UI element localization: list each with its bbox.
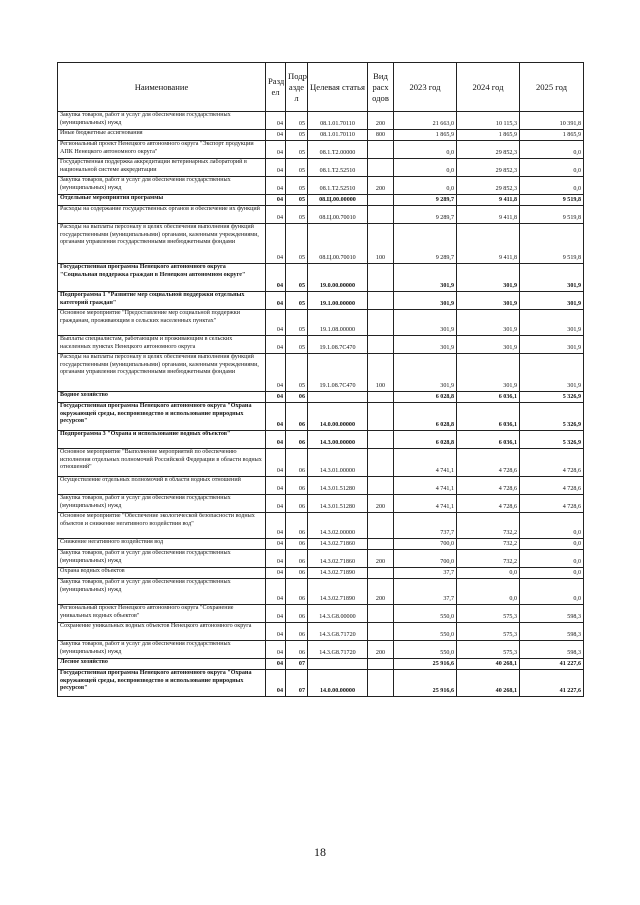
row-target-article: 19.0.00.00000 xyxy=(308,264,368,292)
row-amount-2023: 25 916,6 xyxy=(394,670,457,697)
row-section: 04 xyxy=(266,623,286,641)
row-amount-2023: 21 663,0 xyxy=(394,112,457,130)
row-amount-2025: 9 519,8 xyxy=(520,195,584,206)
row-amount-2024: 732,2 xyxy=(457,513,520,539)
row-name: Сохранение уникальных водных объектов Ненецкого автономного округа xyxy=(58,623,266,641)
row-amount-2025: 4 728,6 xyxy=(520,477,584,495)
row-target-article: 14.3.01.51280 xyxy=(308,495,368,513)
row-amount-2024: 6 036,1 xyxy=(457,392,520,403)
row-amount-2025: 5 326,9 xyxy=(520,431,584,449)
row-amount-2024: 10 115,3 xyxy=(457,112,520,130)
table-row xyxy=(58,206,584,224)
header-name: Наименование xyxy=(58,63,266,112)
row-amount-2024: 301,9 xyxy=(457,336,520,354)
row-target-article: 14.3.01.51280 xyxy=(308,477,368,495)
row-amount-2025: 0,0 xyxy=(520,539,584,550)
row-amount-2023: 37,7 xyxy=(394,568,457,579)
row-amount-2023: 0,0 xyxy=(394,177,457,195)
row-amount-2025: 4 728,6 xyxy=(520,495,584,513)
row-amount-2023: 6 028,8 xyxy=(394,403,457,431)
table-row xyxy=(58,449,584,477)
row-target-article: 08.Ц.00.70010 xyxy=(308,206,368,224)
row-amount-2024: 9 411,8 xyxy=(457,195,520,206)
header-year-2024: 2024 год xyxy=(457,63,520,112)
row-amount-2025: 1 865,9 xyxy=(520,130,584,141)
row-amount-2023: 301,9 xyxy=(394,292,457,310)
row-amount-2024: 575,3 xyxy=(457,623,520,641)
row-expense-type xyxy=(368,403,394,431)
row-section: 04 xyxy=(266,539,286,550)
row-target-article: 08.Ц.00.70010 xyxy=(308,224,368,264)
table-row xyxy=(58,310,584,336)
row-section: 04 xyxy=(266,550,286,568)
row-amount-2023: 550,0 xyxy=(394,605,457,623)
table-row xyxy=(58,605,584,623)
row-amount-2025: 301,9 xyxy=(520,336,584,354)
row-amount-2024: 40 268,1 xyxy=(457,659,520,670)
row-amount-2023: 25 916,6 xyxy=(394,659,457,670)
row-section: 04 xyxy=(266,336,286,354)
row-amount-2024: 575,3 xyxy=(457,605,520,623)
row-expense-type: 200 xyxy=(368,495,394,513)
row-target-article: 14.3.02.00000 xyxy=(308,513,368,539)
row-subsection: 05 xyxy=(286,310,308,336)
row-name: Охрана водных объектов xyxy=(58,568,266,579)
row-target-article: 14.3.G8.71720 xyxy=(308,623,368,641)
row-amount-2024: 40 268,1 xyxy=(457,670,520,697)
row-amount-2025: 0,0 xyxy=(520,579,584,605)
budget-table xyxy=(57,62,584,697)
row-subsection: 06 xyxy=(286,568,308,579)
table-row xyxy=(58,623,584,641)
row-target-article: 08.1.T2.00000 xyxy=(308,141,368,159)
row-name: Основное мероприятие "Обеспечение экологической безопасности водных объектов и снижение негативного воздействия вод" xyxy=(58,513,266,539)
row-amount-2023: 6 028,8 xyxy=(394,392,457,403)
row-name: Снижение негативного воздействия вод xyxy=(58,539,266,550)
row-amount-2023: 0,0 xyxy=(394,141,457,159)
row-name: Закупка товаров, работ и услуг для обеспечения государственных (муниципальных) нужд xyxy=(58,112,266,130)
row-expense-type xyxy=(368,605,394,623)
row-amount-2024: 1 865,9 xyxy=(457,130,520,141)
row-expense-type xyxy=(368,264,394,292)
row-amount-2025: 598,3 xyxy=(520,623,584,641)
row-expense-type xyxy=(368,670,394,697)
row-amount-2025: 0,0 xyxy=(520,568,584,579)
row-amount-2024: 4 728,6 xyxy=(457,477,520,495)
row-amount-2025: 598,3 xyxy=(520,605,584,623)
row-subsection: 05 xyxy=(286,159,308,177)
row-section: 04 xyxy=(266,513,286,539)
row-section: 04 xyxy=(266,477,286,495)
row-subsection: 05 xyxy=(286,224,308,264)
row-target-article: 14.3.02.71890 xyxy=(308,579,368,605)
row-amount-2025: 5 326,9 xyxy=(520,403,584,431)
row-name: Закупка товаров, работ и услуг для обеспечения государственных (муниципальных) нужд xyxy=(58,550,266,568)
row-expense-type: 200 xyxy=(368,641,394,659)
row-subsection: 05 xyxy=(286,292,308,310)
row-section: 04 xyxy=(266,159,286,177)
row-expense-type: 200 xyxy=(368,177,394,195)
row-section: 04 xyxy=(266,292,286,310)
row-section: 04 xyxy=(266,310,286,336)
table-row xyxy=(58,513,584,539)
row-amount-2024: 4 728,6 xyxy=(457,449,520,477)
row-amount-2023: 700,0 xyxy=(394,539,457,550)
row-subsection: 06 xyxy=(286,623,308,641)
row-amount-2024: 301,9 xyxy=(457,354,520,392)
table-row xyxy=(58,177,584,195)
row-target-article: 14.3.02.71890 xyxy=(308,568,368,579)
row-target-article: 08.1.01.70110 xyxy=(308,112,368,130)
row-expense-type: 200 xyxy=(368,579,394,605)
row-subsection: 05 xyxy=(286,264,308,292)
row-subsection: 06 xyxy=(286,605,308,623)
row-amount-2024: 301,9 xyxy=(457,292,520,310)
table-row xyxy=(58,392,584,403)
row-name: Иные бюджетные ассигнования xyxy=(58,130,266,141)
row-name: Государственная программа Ненецкого автономного округа "Социальная поддержка граждан в Ненецком автономном округе" xyxy=(58,264,266,292)
page-number: 18 xyxy=(314,845,326,859)
row-expense-type xyxy=(368,195,394,206)
row-name: Расходы на выплаты персоналу в целях обеспечения выполнения функций государственными (муниципальными) органами, казенными учреждениями, органами управления государственными внебюджетными фондами xyxy=(58,354,266,392)
row-amount-2025: 0,0 xyxy=(520,513,584,539)
row-amount-2023: 301,9 xyxy=(394,310,457,336)
row-subsection: 07 xyxy=(286,670,308,697)
row-amount-2024: 6 036,1 xyxy=(457,431,520,449)
row-name: Основное мероприятие "Предоставление мер социальной поддержки гражданам, проживающим в сельских населенных пунктах" xyxy=(58,310,266,336)
table-row xyxy=(58,477,584,495)
row-expense-type: 800 xyxy=(368,130,394,141)
row-name: Закупка товаров, работ и услуг для обеспечения государственных (муниципальных) нужд xyxy=(58,641,266,659)
row-name: Государственная поддержка аккредитации ветеринарных лабораторий в национальной системе аккредитации xyxy=(58,159,266,177)
row-section: 04 xyxy=(266,354,286,392)
table-row xyxy=(58,431,584,449)
row-target-article: 08.1.T2.52510 xyxy=(308,159,368,177)
row-amount-2023: 6 028,8 xyxy=(394,431,457,449)
row-amount-2024: 9 411,8 xyxy=(457,224,520,264)
row-expense-type xyxy=(368,206,394,224)
table-row xyxy=(58,659,584,670)
row-amount-2023: 37,7 xyxy=(394,579,457,605)
row-section: 04 xyxy=(266,605,286,623)
row-amount-2023: 550,0 xyxy=(394,623,457,641)
row-amount-2025: 9 519,8 xyxy=(520,206,584,224)
row-target-article: 19.1.08.7С470 xyxy=(308,336,368,354)
row-amount-2025: 5 326,9 xyxy=(520,392,584,403)
row-expense-type xyxy=(368,159,394,177)
row-name: Региональный проект Ненецкого автономного округа "Сохранение уникальных водных объектов" xyxy=(58,605,266,623)
row-section: 04 xyxy=(266,130,286,141)
row-subsection: 06 xyxy=(286,495,308,513)
row-subsection: 05 xyxy=(286,206,308,224)
header-expense-type: Вид расх одов xyxy=(368,63,394,112)
row-target-article: 14.3.02.71860 xyxy=(308,550,368,568)
row-amount-2025: 41 227,6 xyxy=(520,659,584,670)
row-expense-type xyxy=(368,431,394,449)
row-amount-2025: 301,9 xyxy=(520,292,584,310)
row-subsection: 05 xyxy=(286,195,308,206)
row-target-article: 14.3.00.00000 xyxy=(308,431,368,449)
table-body xyxy=(58,112,584,697)
row-section: 04 xyxy=(266,431,286,449)
table-header-row xyxy=(58,63,584,112)
row-expense-type xyxy=(368,141,394,159)
row-amount-2023: 550,0 xyxy=(394,641,457,659)
row-target-article: 19.1.08.00000 xyxy=(308,310,368,336)
row-target-article: 19.1.00.00000 xyxy=(308,292,368,310)
row-subsection: 07 xyxy=(286,659,308,670)
row-amount-2023: 4 741,1 xyxy=(394,477,457,495)
row-name: Отдельные мероприятия программы xyxy=(58,195,266,206)
row-section: 04 xyxy=(266,659,286,670)
table-row xyxy=(58,224,584,264)
table-row xyxy=(58,579,584,605)
row-target-article: 14.3.G8.00000 xyxy=(308,605,368,623)
table-row xyxy=(58,195,584,206)
table-row xyxy=(58,130,584,141)
row-amount-2024: 9 411,8 xyxy=(457,206,520,224)
row-section: 04 xyxy=(266,641,286,659)
row-amount-2025: 41 227,6 xyxy=(520,670,584,697)
row-subsection: 06 xyxy=(286,403,308,431)
row-expense-type xyxy=(368,336,394,354)
row-subsection: 06 xyxy=(286,449,308,477)
row-name: Водное хозяйство xyxy=(58,392,266,403)
row-section: 04 xyxy=(266,449,286,477)
table-row xyxy=(58,550,584,568)
row-target-article: 14.0.00.00000 xyxy=(308,403,368,431)
row-name: Региональный проект Ненецкого автономного округа "Экспорт продукции АПК Ненецкого автономного округа" xyxy=(58,141,266,159)
row-section: 04 xyxy=(266,195,286,206)
row-amount-2023: 4 741,1 xyxy=(394,449,457,477)
row-amount-2024: 4 728,6 xyxy=(457,495,520,513)
row-name: Осуществление отдельных полномочий в области водных отношений xyxy=(58,477,266,495)
table-row xyxy=(58,159,584,177)
table-row xyxy=(58,336,584,354)
row-target-article: 08.1.T2.52510 xyxy=(308,177,368,195)
row-expense-type xyxy=(368,659,394,670)
row-name: Расходы на содержание государственных органов и обеспечение их функций xyxy=(58,206,266,224)
row-section: 04 xyxy=(266,264,286,292)
row-amount-2025: 598,3 xyxy=(520,641,584,659)
row-name: Закупка товаров, работ и услуг для обеспечения государственных (муниципальных) нужд xyxy=(58,579,266,605)
row-subsection: 06 xyxy=(286,550,308,568)
table-row xyxy=(58,141,584,159)
row-amount-2025: 301,9 xyxy=(520,264,584,292)
row-subsection: 05 xyxy=(286,177,308,195)
row-section: 04 xyxy=(266,112,286,130)
row-expense-type: 200 xyxy=(368,112,394,130)
row-amount-2023: 301,9 xyxy=(394,264,457,292)
row-amount-2025: 4 728,6 xyxy=(520,449,584,477)
table-row xyxy=(58,292,584,310)
row-target-article: 08.Ц.00.00000 xyxy=(308,195,368,206)
row-expense-type xyxy=(368,292,394,310)
row-amount-2024: 6 036,1 xyxy=(457,403,520,431)
row-name: Государственная программа Ненецкого автономного округа "Охрана окружающей среды, воспроизводство и использование природных ресурсов" xyxy=(58,670,266,697)
row-section: 04 xyxy=(266,670,286,697)
row-amount-2024: 732,2 xyxy=(457,539,520,550)
row-name: Подпрограмма 3 "Охрана и использование водных объектов" xyxy=(58,431,266,449)
row-amount-2025: 0,0 xyxy=(520,141,584,159)
row-subsection: 06 xyxy=(286,392,308,403)
row-amount-2024: 29 852,3 xyxy=(457,159,520,177)
row-name: Основное мероприятие "Выполнение мероприятий по обеспечению исполнения отдельных полномочий Российской Федерации в области водных отношений" xyxy=(58,449,266,477)
row-amount-2023: 1 865,9 xyxy=(394,130,457,141)
row-name: Лесное хозяйство xyxy=(58,659,266,670)
row-subsection: 05 xyxy=(286,130,308,141)
row-amount-2023: 9 289,7 xyxy=(394,206,457,224)
row-amount-2024: 0,0 xyxy=(457,568,520,579)
row-target-article: 14.3.02.71860 xyxy=(308,539,368,550)
row-target-article: 14.3.01.00000 xyxy=(308,449,368,477)
row-section: 04 xyxy=(266,224,286,264)
row-expense-type xyxy=(368,392,394,403)
row-subsection: 06 xyxy=(286,477,308,495)
table-row xyxy=(58,641,584,659)
row-name: Закупка товаров, работ и услуг для обеспечения государственных (муниципальных) нужд xyxy=(58,177,266,195)
row-subsection: 06 xyxy=(286,539,308,550)
row-section: 04 xyxy=(266,579,286,605)
row-section: 04 xyxy=(266,141,286,159)
row-target-article: 14.0.00.00000 xyxy=(308,670,368,697)
row-amount-2023: 737,7 xyxy=(394,513,457,539)
row-amount-2023: 301,9 xyxy=(394,354,457,392)
table-row xyxy=(58,403,584,431)
row-expense-type xyxy=(368,449,394,477)
row-amount-2024: 301,9 xyxy=(457,264,520,292)
header-year-2023: 2023 год xyxy=(394,63,457,112)
row-section: 04 xyxy=(266,495,286,513)
row-amount-2023: 0,0 xyxy=(394,159,457,177)
row-amount-2025: 0,0 xyxy=(520,159,584,177)
row-amount-2023: 9 289,7 xyxy=(394,195,457,206)
table-row xyxy=(58,670,584,697)
header-subsection: Подр азде л xyxy=(286,63,308,112)
row-name: Выплаты специалистам, работающим и проживающим в сельских населенных пунктах Ненецкого автономного округа xyxy=(58,336,266,354)
row-expense-type xyxy=(368,513,394,539)
row-subsection: 06 xyxy=(286,579,308,605)
row-expense-type xyxy=(368,477,394,495)
row-amount-2023: 301,9 xyxy=(394,336,457,354)
row-expense-type: 200 xyxy=(368,550,394,568)
row-expense-type xyxy=(368,568,394,579)
row-target-article xyxy=(308,392,368,403)
row-expense-type: 100 xyxy=(368,224,394,264)
table-row xyxy=(58,568,584,579)
row-amount-2025: 0,0 xyxy=(520,177,584,195)
table-row xyxy=(58,354,584,392)
row-name: Расходы на выплаты персоналу в целях обеспечения выполнения функций государственными (муниципальными) органами, казенными учреждениями, органами управления государственными внебюджетными фондами xyxy=(58,224,266,264)
row-amount-2025: 301,9 xyxy=(520,310,584,336)
row-subsection: 05 xyxy=(286,112,308,130)
row-amount-2025: 10 391,8 xyxy=(520,112,584,130)
row-subsection: 05 xyxy=(286,336,308,354)
row-subsection: 06 xyxy=(286,641,308,659)
row-amount-2023: 4 741,1 xyxy=(394,495,457,513)
row-amount-2025: 0,0 xyxy=(520,550,584,568)
row-section: 04 xyxy=(266,392,286,403)
row-amount-2024: 29 852,3 xyxy=(457,177,520,195)
row-amount-2024: 0,0 xyxy=(457,579,520,605)
header-target-article: Целевая статья xyxy=(308,63,368,112)
table-row xyxy=(58,112,584,130)
header-section: Разд ел xyxy=(266,63,286,112)
row-expense-type xyxy=(368,623,394,641)
row-section: 04 xyxy=(266,403,286,431)
row-section: 04 xyxy=(266,206,286,224)
table-row xyxy=(58,495,584,513)
row-target-article xyxy=(308,659,368,670)
row-amount-2025: 301,9 xyxy=(520,354,584,392)
row-target-article: 19.1.08.7С470 xyxy=(308,354,368,392)
row-section: 04 xyxy=(266,568,286,579)
header-year-2025: 2025 год xyxy=(520,63,584,112)
row-amount-2023: 700,0 xyxy=(394,550,457,568)
table-row xyxy=(58,539,584,550)
row-name: Закупка товаров, работ и услуг для обеспечения государственных (муниципальных) нужд xyxy=(58,495,266,513)
row-expense-type: 100 xyxy=(368,354,394,392)
row-subsection: 06 xyxy=(286,513,308,539)
row-expense-type xyxy=(368,539,394,550)
row-amount-2024: 301,9 xyxy=(457,310,520,336)
row-name: Государственная программа Ненецкого автономного округа "Охрана окружающей среды, воспроизводство и использование природных ресурсов" xyxy=(58,403,266,431)
row-target-article: 08.1.01.70110 xyxy=(308,130,368,141)
table-row xyxy=(58,264,584,292)
row-subsection: 05 xyxy=(286,141,308,159)
row-amount-2025: 9 519,8 xyxy=(520,224,584,264)
row-amount-2023: 9 289,7 xyxy=(394,224,457,264)
row-subsection: 06 xyxy=(286,431,308,449)
row-section: 04 xyxy=(266,177,286,195)
row-subsection: 05 xyxy=(286,354,308,392)
row-name: Подпрограмма 1 "Развитие мер социальной поддержки отдельных категорий граждан" xyxy=(58,292,266,310)
row-expense-type xyxy=(368,310,394,336)
row-amount-2024: 732,2 xyxy=(457,550,520,568)
row-amount-2024: 575,3 xyxy=(457,641,520,659)
row-target-article: 14.3.G8.71720 xyxy=(308,641,368,659)
row-amount-2024: 29 852,3 xyxy=(457,141,520,159)
